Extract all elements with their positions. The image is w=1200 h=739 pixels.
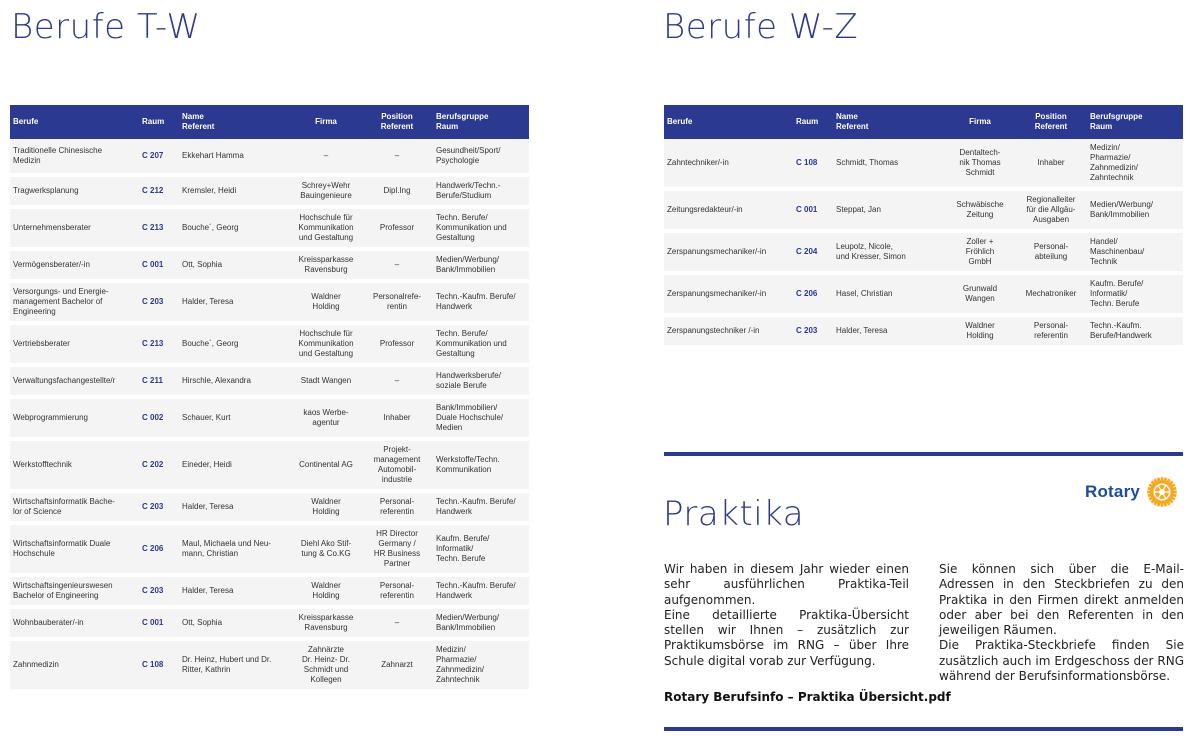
- cell-berufsgruppe: Techn. Berufe/ Kommunikation und Gestaltung: [433, 209, 529, 251]
- cell-referent: Bouche´, Georg: [179, 325, 291, 367]
- cell-berufsgruppe: Medien/Werbung/ Bank/Immobilien: [433, 609, 529, 641]
- cell-position: Professor: [361, 325, 433, 367]
- cell-berufsgruppe: Techn.-Kaufm. Berufe/ Handwerk: [433, 283, 529, 325]
- cell-beruf: Versorgungs- und Energie- management Bachelor of Engineering: [10, 283, 139, 325]
- cell-berufsgruppe: Techn. Berufe/ Kommunikation und Gestaltung: [433, 325, 529, 367]
- table-row: [10, 251, 529, 283]
- jobs-table-w-z: [664, 105, 1183, 349]
- table-header-row: [10, 105, 529, 139]
- cell-referent: Steppat, Jan: [833, 191, 945, 233]
- cell-referent: Schauer, Kurt: [179, 399, 291, 441]
- cell-berufsgruppe: Werkstoffe/Techn. Kommunikation: [433, 441, 529, 493]
- column-header-raum: Raum: [139, 105, 179, 139]
- cell-berufsgruppe: Handwerk/Techn.- Berufe/Studium: [433, 177, 529, 209]
- cell-position: Personal- referentin: [361, 493, 433, 525]
- cell-berufsgruppe: Medizin/ Pharmazie/ Zahnmedizin/ Zahntechnik: [1087, 139, 1183, 191]
- cell-firma: Waldner Holding: [291, 493, 361, 525]
- page-title-right: Berufe W-Z: [663, 7, 859, 47]
- column-header-berufsgruppe: Berufsgruppe Raum: [433, 105, 529, 139]
- table-row: [10, 577, 529, 609]
- cell-firma: Dentaltech- nik Thomas Schmidt: [945, 139, 1015, 191]
- cell-beruf: Zerspanungsmechaniker/-in: [664, 233, 793, 275]
- cell-raum: C 204: [793, 233, 833, 275]
- table-row: [664, 191, 1183, 233]
- divider-bottom: [664, 727, 1183, 731]
- cell-beruf: Wirtschaftsinformatik Bache- lor of Science: [10, 493, 139, 525]
- cell-firma: Grunwald Wangen: [945, 275, 1015, 317]
- praktika-pdf-link[interactable]: Rotary Berufsinfo – Praktika Übersicht.pdf: [664, 690, 951, 704]
- cell-raum: C 211: [139, 367, 179, 399]
- cell-raum: C 206: [793, 275, 833, 317]
- cell-beruf: Zerspanungstechniker /-in: [664, 317, 793, 349]
- column-header-firma: Firma: [291, 105, 361, 139]
- cell-raum: C 212: [139, 177, 179, 209]
- cell-raum: C 203: [793, 317, 833, 349]
- cell-firma: –: [291, 139, 361, 177]
- cell-beruf: Zerspanungsmechaniker/-in: [664, 275, 793, 317]
- table-row: [10, 139, 529, 177]
- cell-firma: Hochschule für Kommunikation und Gestaltung: [291, 209, 361, 251]
- cell-referent: Hasel, Christian: [833, 275, 945, 317]
- cell-firma: Schrey+Wehr Bauingenieure: [291, 177, 361, 209]
- jobs-table-t-w: [10, 105, 529, 693]
- cell-position: Zahnarzt: [361, 641, 433, 693]
- column-header-beruf: Berufe: [10, 105, 139, 139]
- cell-position: Inhaber: [1015, 139, 1087, 191]
- cell-beruf: Vermögensberater/-in: [10, 251, 139, 283]
- table-row: [10, 525, 529, 577]
- cell-beruf: Unternehmensberater: [10, 209, 139, 251]
- cell-position: Personal- abteilung: [1015, 233, 1087, 275]
- table-row: [664, 233, 1183, 275]
- cell-referent: Halder, Teresa: [179, 283, 291, 325]
- page-title-left: Berufe T-W: [11, 7, 201, 47]
- cell-referent: Halder, Teresa: [833, 317, 945, 349]
- table-row: [10, 641, 529, 693]
- cell-position: Dipl.Ing: [361, 177, 433, 209]
- column-header-berufsgruppe: Berufsgruppe Raum: [1087, 105, 1183, 139]
- cell-berufsgruppe: Techn.-Kaufm. Berufe/ Handwerk: [433, 577, 529, 609]
- rotary-logo: [1085, 474, 1180, 510]
- cell-raum: C 207: [139, 139, 179, 177]
- table-row: [10, 325, 529, 367]
- table-row: [664, 139, 1183, 191]
- cell-referent: Dr. Heinz, Hubert und Dr. Ritter, Kathrin: [179, 641, 291, 693]
- cell-beruf: Wohnbauberater/-in: [10, 609, 139, 641]
- cell-beruf: Webprogrammierung: [10, 399, 139, 441]
- cell-beruf: Verwaltungsfachangestellte/r: [10, 367, 139, 399]
- column-header-raum: Raum: [793, 105, 833, 139]
- cell-raum: C 001: [139, 609, 179, 641]
- cell-position: HR Director Germany / HR Business Partner: [361, 525, 433, 577]
- cell-position: Personal- referentin: [361, 577, 433, 609]
- cell-firma: Hochschule für Kommunikation und Gestaltung: [291, 325, 361, 367]
- cell-berufsgruppe: Medizin/ Pharmazie/ Zahnmedizin/ Zahntechnik: [433, 641, 529, 693]
- cell-raum: C 203: [139, 283, 179, 325]
- praktika-text-left: Wir haben in diesem Jahr wieder einen sehr ausführlichen Praktika-Teil aufgenommen. Eine detaillierte Praktika-Übersicht stellen wir Ihnen – zusätzlich zur Praktikumsbörse im RNG – über Ihre Schule digital vorab zur Verfügung.: [664, 562, 909, 668]
- cell-firma: Kreissparkasse Ravensburg: [291, 609, 361, 641]
- table-row: [10, 441, 529, 493]
- praktika-text-right: Sie können sich über die E-Mail-Adressen in den Steckbriefen zu den Praktika in den Firmen direkt anmelden oder aber bei den Referenten in den jeweiligen Räumen. Die Praktika-Steckbriefe finden Sie zusätzlich auch im Erdgeschoss der RNG während der Berufsinformationsbörse.: [939, 562, 1184, 684]
- cell-position: –: [361, 251, 433, 283]
- cell-firma: Waldner Holding: [291, 283, 361, 325]
- table-row: [10, 209, 529, 251]
- column-header-referent: Name Referent: [833, 105, 945, 139]
- table-row: [10, 609, 529, 641]
- cell-referent: Ott, Sophia: [179, 251, 291, 283]
- table-row: [10, 283, 529, 325]
- cell-firma: Zahnärzte Dr. Heinz- Dr. Schmidt und Kollegen: [291, 641, 361, 693]
- cell-berufsgruppe: Medien/Werbung/ Bank/Immobilien: [433, 251, 529, 283]
- table-row: [10, 493, 529, 525]
- cell-referent: Eineder, Heidi: [179, 441, 291, 493]
- cell-beruf: Wirtschaftsinformatik Duale Hochschule: [10, 525, 139, 577]
- column-header-firma: Firma: [945, 105, 1015, 139]
- cell-raum: C 206: [139, 525, 179, 577]
- rotary-logo-text: Rotary: [1085, 482, 1141, 501]
- cell-position: –: [361, 139, 433, 177]
- cell-referent: Ott, Sophia: [179, 609, 291, 641]
- cell-referent: Leupolz, Nicole, und Kresser, Simon: [833, 233, 945, 275]
- cell-position: Mechatroniker: [1015, 275, 1087, 317]
- cell-berufsgruppe: Kaufm. Berufe/ Informatik/ Techn. Berufe: [433, 525, 529, 577]
- cell-berufsgruppe: Handwerksberufe/ soziale Berufe: [433, 367, 529, 399]
- cell-raum: C 203: [139, 577, 179, 609]
- cell-raum: C 001: [793, 191, 833, 233]
- cell-position: Regionalleiter für die Allgäu- Ausgaben: [1015, 191, 1087, 233]
- table-row: [10, 367, 529, 399]
- cell-firma: Waldner Holding: [291, 577, 361, 609]
- cell-raum: C 001: [139, 251, 179, 283]
- cell-position: Personal- referentin: [1015, 317, 1087, 349]
- column-header-beruf: Berufe: [664, 105, 793, 139]
- cell-raum: C 213: [139, 209, 179, 251]
- cell-raum: C 202: [139, 441, 179, 493]
- column-header-referent: Name Referent: [179, 105, 291, 139]
- cell-raum: C 213: [139, 325, 179, 367]
- column-header-position: Position Referent: [1015, 105, 1087, 139]
- table-row: [664, 317, 1183, 349]
- column-header-position: Position Referent: [361, 105, 433, 139]
- cell-beruf: Werkstofftechnik: [10, 441, 139, 493]
- rotary-wheel-icon: [1144, 474, 1180, 510]
- cell-raum: C 203: [139, 493, 179, 525]
- cell-referent: Schmidt, Thomas: [833, 139, 945, 191]
- cell-berufsgruppe: Medien/Werbung/ Bank/Immobilien: [1087, 191, 1183, 233]
- cell-berufsgruppe: Handel/ Maschinenbau/ Technik: [1087, 233, 1183, 275]
- cell-berufsgruppe: Techn.-Kaufm. Berufe/ Handwerk: [433, 493, 529, 525]
- cell-referent: Halder, Teresa: [179, 577, 291, 609]
- cell-position: Personalrefe- rentin: [361, 283, 433, 325]
- cell-raum: C 108: [139, 641, 179, 693]
- cell-beruf: Zahntechniker/-in: [664, 139, 793, 191]
- cell-beruf: Traditionelle Chinesische Medizin: [10, 139, 139, 177]
- praktika-title: Praktika: [663, 494, 805, 534]
- cell-position: –: [361, 609, 433, 641]
- cell-referent: Hirschle, Alexandra: [179, 367, 291, 399]
- cell-firma: Zoller + Fröhlich GmbH: [945, 233, 1015, 275]
- cell-berufsgruppe: Gesundheit/Sport/ Psychologie: [433, 139, 529, 177]
- table-header-row: [664, 105, 1183, 139]
- cell-referent: Ekkehart Hamma: [179, 139, 291, 177]
- cell-raum: C 108: [793, 139, 833, 191]
- cell-position: Inhaber: [361, 399, 433, 441]
- cell-beruf: Tragwerksplanung: [10, 177, 139, 209]
- cell-firma: Kreissparkasse Ravensburg: [291, 251, 361, 283]
- cell-raum: C 002: [139, 399, 179, 441]
- cell-firma: Waldner Holding: [945, 317, 1015, 349]
- divider-top: [664, 452, 1183, 456]
- cell-referent: Bouche´, Georg: [179, 209, 291, 251]
- cell-position: Professor: [361, 209, 433, 251]
- cell-referent: Maul, Michaela und Neu- mann, Christian: [179, 525, 291, 577]
- cell-position: –: [361, 367, 433, 399]
- cell-berufsgruppe: Techn.-Kaufm. Berufe/Handwerk: [1087, 317, 1183, 349]
- table-row: [10, 177, 529, 209]
- cell-referent: Halder, Teresa: [179, 493, 291, 525]
- cell-firma: Diehl Ako Stif- tung & Co.KG: [291, 525, 361, 577]
- cell-firma: Continental AG: [291, 441, 361, 493]
- cell-position: Projekt- management Automobil- industrie: [361, 441, 433, 493]
- cell-beruf: Zahnmedizin: [10, 641, 139, 693]
- cell-referent: Kremsler, Heidi: [179, 177, 291, 209]
- cell-beruf: Vertriebsberater: [10, 325, 139, 367]
- cell-beruf: Zeitungsredakteur/-in: [664, 191, 793, 233]
- cell-firma: Schwäbische Zeitung: [945, 191, 1015, 233]
- cell-beruf: Wirtschaftsingenieurswesen Bachelor of Engineering: [10, 577, 139, 609]
- cell-berufsgruppe: Kaufm. Berufe/ Informatik/ Techn. Berufe: [1087, 275, 1183, 317]
- table-row: [664, 275, 1183, 317]
- cell-firma: kaos Werbe- agentur: [291, 399, 361, 441]
- table-row: [10, 399, 529, 441]
- cell-firma: Stadt Wangen: [291, 367, 361, 399]
- cell-berufsgruppe: Bank/Immobilien/ Duale Hochschule/ Medien: [433, 399, 529, 441]
